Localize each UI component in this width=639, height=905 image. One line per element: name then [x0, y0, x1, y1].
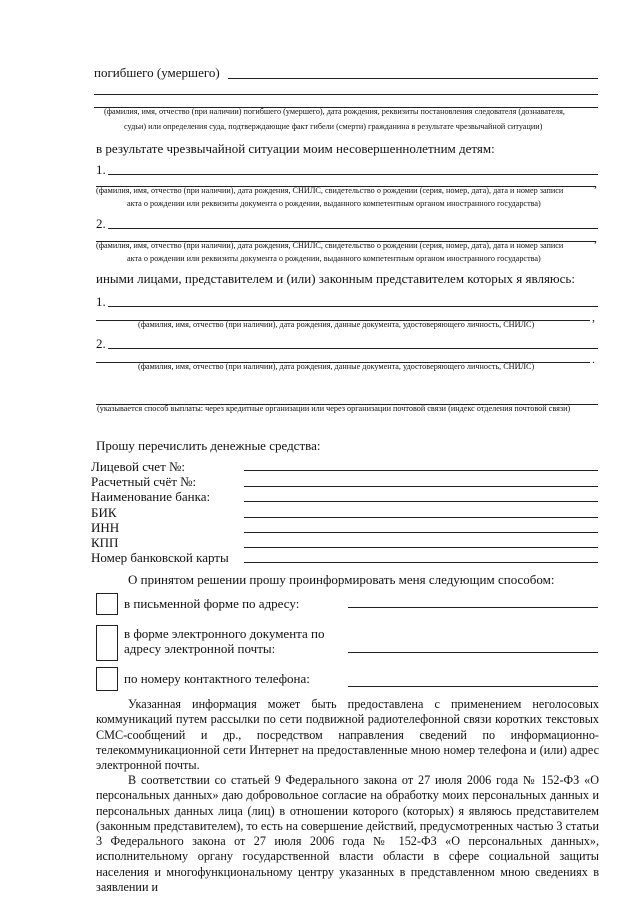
- bank-field-settlement-input[interactable]: [244, 486, 598, 487]
- bank-field-label-account: Лицевой счет №:: [91, 459, 186, 474]
- notify-phone-label: по номеру контактного телефона:: [124, 671, 310, 686]
- bank-field-label-kpp: КПП: [91, 535, 119, 550]
- bank-field-inn-input[interactable]: [244, 532, 598, 533]
- payment-method-caption: (указывается способ выплаты: через кредитные организации или через организации почтовой связи (индекс отделения почтовой связи): [97, 404, 571, 413]
- notify-written-label: в письменной форме по адресу:: [124, 596, 300, 611]
- other-2-number: 2.: [96, 336, 106, 351]
- child-1-name-field[interactable]: [108, 174, 598, 175]
- other-1-caption: (фамилия, имя, отчество (при наличии), дата рождения, данные документа, удостоверяющего личность, СНИЛС): [138, 320, 535, 329]
- notify-heading: О принятом решении прошу проинформировать меня следующим способом:: [128, 572, 555, 587]
- bank-field-label-bik: БИК: [91, 505, 117, 520]
- bank-field-card-input[interactable]: [244, 562, 598, 563]
- bank-field-label-card: Номер банковской карты: [91, 550, 229, 565]
- notify-email-label-line-2: адресу электронной почты:: [124, 641, 276, 656]
- child-1-caption-line-1: (фамилия, имя, отчество (при наличии), дата рождения, СНИЛС, свидетельство о рождении (серия, номер, дата), дата и номер записи: [96, 186, 564, 195]
- child-1-caption-line-2: акта о рождении или реквизиты документа о рождении, выданного компетентным органом иностранного государства): [127, 199, 541, 208]
- bank-field-label-inn: ИНН: [91, 520, 120, 535]
- info-paragraph-body: коммуникаций путем рассылки по сети подвижной радиотелефонной связи коротких текстовых СМС-сообщений и др., посредством направления сведений по информационно-телекоммуникационной сети Интернет на предоставленные мною номер телефона и (или) адрес электронной почты.: [96, 712, 599, 773]
- child-2-comma: ,: [594, 231, 597, 245]
- consent-paragraph: [96, 773, 599, 895]
- notify-written-address-field[interactable]: [348, 607, 598, 608]
- other-2-name-field[interactable]: [108, 348, 598, 349]
- bank-field-account-input[interactable]: [244, 470, 598, 471]
- deceased-name-field[interactable]: [228, 78, 598, 79]
- other-2-end-mark: .: [592, 352, 595, 366]
- notify-email-label-line-1: в форме электронного документа по: [124, 626, 325, 641]
- bank-heading: Прошу перечислить денежные средства:: [96, 438, 321, 453]
- other-1-end-mark: ,: [592, 310, 595, 324]
- bank-field-bik-input[interactable]: [244, 517, 598, 518]
- notify-email-checkbox[interactable]: [96, 625, 118, 661]
- child-2-caption-line-1: (фамилия, имя, отчество (при наличии), дата рождения, СНИЛС, свидетельство о рождении (серия, номер, дата), дата и номер записи: [96, 241, 564, 250]
- deceased-label: погибшего (умершего): [94, 65, 220, 80]
- child-1-comma: ,: [594, 176, 597, 190]
- others-heading: иными лицами, представителем и (или) законным представителем которых я являюсь:: [96, 271, 575, 286]
- bank-field-label-bank-name: Наименование банка:: [91, 489, 211, 504]
- child-2-number: 2.: [96, 216, 106, 231]
- consent-paragraph-first-line: В соответствии со статьей 9 Федерального закона от 27 июля 2006 года № 152-ФЗ «О: [128, 773, 599, 787]
- children-heading: в результате чрезвычайной ситуации моим несовершеннолетним детям:: [96, 141, 495, 156]
- notify-phone-number-field[interactable]: [348, 686, 598, 687]
- child-2-name-field[interactable]: [108, 228, 598, 229]
- other-1-name-field[interactable]: [108, 306, 598, 307]
- bank-field-label-settlement: Расчетный счёт №:: [91, 474, 197, 489]
- deceased-caption-line-1: (фамилия, имя, отчество (при наличии) погибшего (умершего), дата рождения, реквизиты постановления следователя (дознавателя,: [104, 107, 565, 116]
- deceased-details-field[interactable]: [94, 94, 598, 95]
- consent-paragraph-body: персональных данных» даю добровольное согласие на обработку моих персональных данных и персональных данных лица (лиц) в отношении которого (которых) я являюсь представителем (законным представителем), то есть на совершение действий, предусмотренных частью 3 статьи 3 Федерального закона от 27 июля 2006 года № 152-ФЗ «О персональных данных», исполнительному органу государственной власти области в сфере социальной защиты населения и многофункциональному центру указанных в представленном мною сведениях в заявлении и: [96, 788, 599, 895]
- info-paragraph: [96, 697, 599, 773]
- deceased-caption-line-2: судьи) или определения суда, подтверждающие факт гибели (смерти) гражданина в результате чрезвычайной ситуации): [124, 122, 543, 131]
- other-1-number: 1.: [96, 294, 106, 309]
- notify-written-checkbox[interactable]: [96, 593, 118, 615]
- bank-field-bank-name-input[interactable]: [244, 501, 598, 502]
- other-2-caption: (фамилия, имя, отчество (при наличии), дата рождения, данные документа, удостоверяющего личность, СНИЛС): [138, 362, 535, 371]
- bank-field-kpp-input[interactable]: [244, 547, 598, 548]
- notify-email-address-field[interactable]: [348, 652, 598, 653]
- notify-phone-checkbox[interactable]: [96, 667, 118, 691]
- child-1-number: 1.: [96, 162, 106, 177]
- child-2-caption-line-2: акта о рождении или реквизиты документа о рождении, выданного компетентным органом иностранного государства): [127, 254, 541, 263]
- info-paragraph-first-line: Указанная информация может быть предоставлена с применением неголосовых: [128, 697, 599, 711]
